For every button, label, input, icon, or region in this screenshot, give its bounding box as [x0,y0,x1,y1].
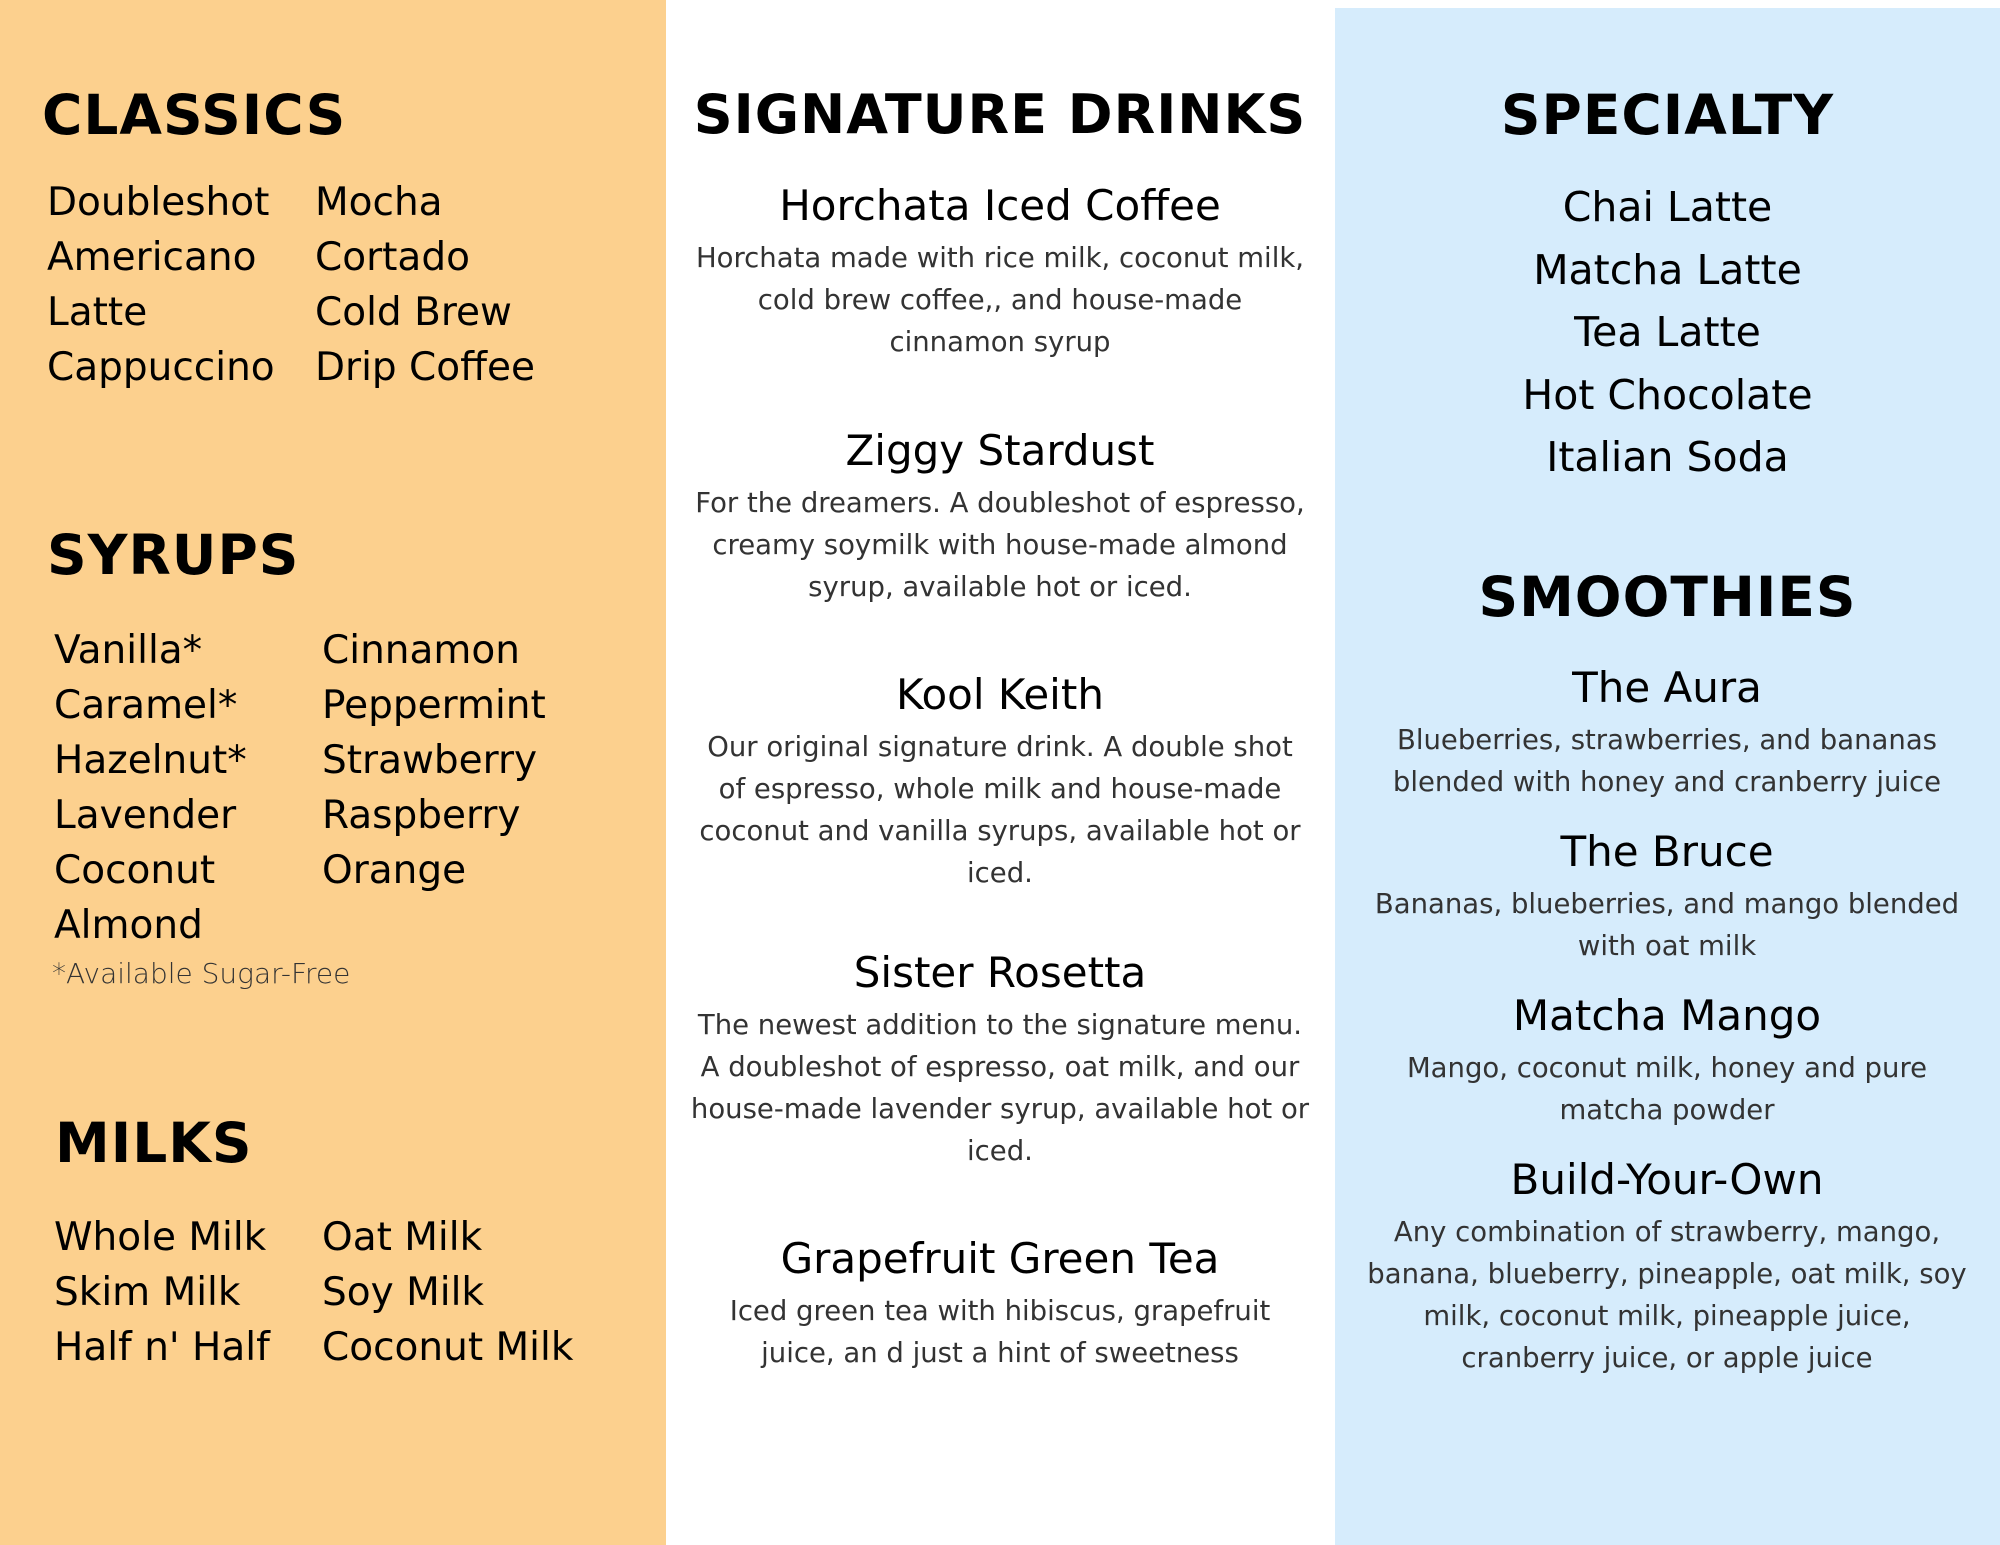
list-item: Hot Chocolate [1522,370,1813,419]
list-item: Whole Milk [54,1215,267,1260]
item-name: Build-Your-Own [1510,1155,1824,1204]
list-item: Raspberry [322,793,521,838]
syrups-list-col1 [54,623,247,953]
list-item: Drip Coffee [315,345,536,390]
list-item: Americano [47,235,257,280]
item-name: Sister Rosetta [853,948,1147,997]
syrups-heading: SYRUPS [47,523,300,587]
list-item: Skim Milk [54,1270,241,1315]
item-description: Our original signature drink. A double shot of espresso, whole milk and house-made coconut and vanilla syrups, available hot or iced. [699,731,1301,889]
item-name: Matcha Mango [1512,991,1822,1040]
item-description: For the dreamers. A doubleshot of espresso, creamy soymilk with house-made almond syrup, available hot or iced. [695,487,1305,603]
milks-list-col1 [54,1210,270,1375]
list-item: Soy Milk [322,1270,484,1315]
signature-heading: SIGNATURE DRINKS [693,83,1307,146]
specialty-heading: SPECIALTY [1500,83,1835,147]
milks-list-col2 [322,1210,573,1375]
list-item: Half n' Half [54,1325,270,1370]
list-item: Mocha [315,180,443,225]
specialty-list [1335,176,2000,489]
list-item: Coconut [54,848,216,893]
classics-list-col1 [47,175,275,395]
list-item: Doubleshot [47,180,270,225]
list-item: Vanilla* [54,628,203,673]
item-description: Horchata made with rice milk, coconut milk, cold brew coffee,, and house-made cinnamon syrup [695,242,1305,358]
list-item: Lavender [54,793,237,838]
item-description: Mango, coconut milk, honey and pure matcha powder [1406,1052,1928,1126]
syrups-list-col2 [322,623,546,898]
smoothie-item [1357,991,1977,1131]
item-description: The newest addition to the signature menu. A doubleshot of espresso, oat milk, and our house-made lavender syrup, available hot or iced. [690,1009,1310,1167]
item-name: Ziggy Stardust [845,426,1155,475]
signature-item [690,670,1310,894]
signature-item [690,1234,1310,1374]
list-item: Almond [54,903,203,948]
list-item: Strawberry [322,738,538,783]
list-item: Cortado [315,235,470,280]
list-item: Caramel* [54,683,238,728]
left-panel [0,0,666,1545]
list-item: Italian Soda [1546,433,1789,481]
list-item: Coconut Milk [322,1325,574,1370]
list-item: Matcha Latte [1533,245,1802,294]
smoothies-heading: SMOOTHIES [1478,565,1857,629]
item-description: Any combination of strawberry, mango, banana, blueberry, pineapple, oat milk, soy milk, coconut milk, pineapple juice, cranberry juice, or apple juice [1367,1216,1967,1374]
item-description: Blueberries, strawberries, and bananas blended with honey and cranberry juice [1392,724,1942,798]
smoothie-item [1357,663,1977,803]
smoothie-item [1357,1155,1977,1379]
item-name: Grapefruit Green Tea [780,1234,1220,1283]
item-description: Bananas, blueberries, and mango blended with oat milk [1374,888,1960,962]
list-item: Hazelnut* [54,738,247,783]
list-item: Oat Milk [322,1215,483,1260]
sugar-free-note: *Available Sugar-Free [52,957,351,990]
list-item: Peppermint [322,683,546,728]
smoothie-item [1357,827,1977,967]
item-name: The Bruce [1560,827,1774,876]
list-item: Cinnamon [322,628,520,673]
list-item: Latte [47,290,148,335]
list-item: Tea Latte [1574,308,1761,356]
signature-item [690,426,1310,608]
classics-list-col2 [315,175,535,395]
right-panel [1335,8,2000,1545]
classics-heading: CLASSICS [42,83,347,147]
list-item: Orange [322,848,467,893]
item-name: Kool Keith [896,670,1104,719]
signature-item [690,181,1310,363]
list-item: Chai Latte [1562,183,1773,231]
signature-item [690,948,1310,1172]
middle-panel [666,0,1334,1545]
list-item: Cappuccino [47,345,275,390]
item-name: The Aura [1572,663,1762,712]
item-name: Horchata Iced Coffee [779,181,1221,230]
item-description: Iced green tea with hibiscus, grapefruit juice, an d just a hint of sweetness [729,1295,1271,1369]
list-item: Cold Brew [315,290,512,335]
milks-heading: MILKS [55,1111,253,1175]
